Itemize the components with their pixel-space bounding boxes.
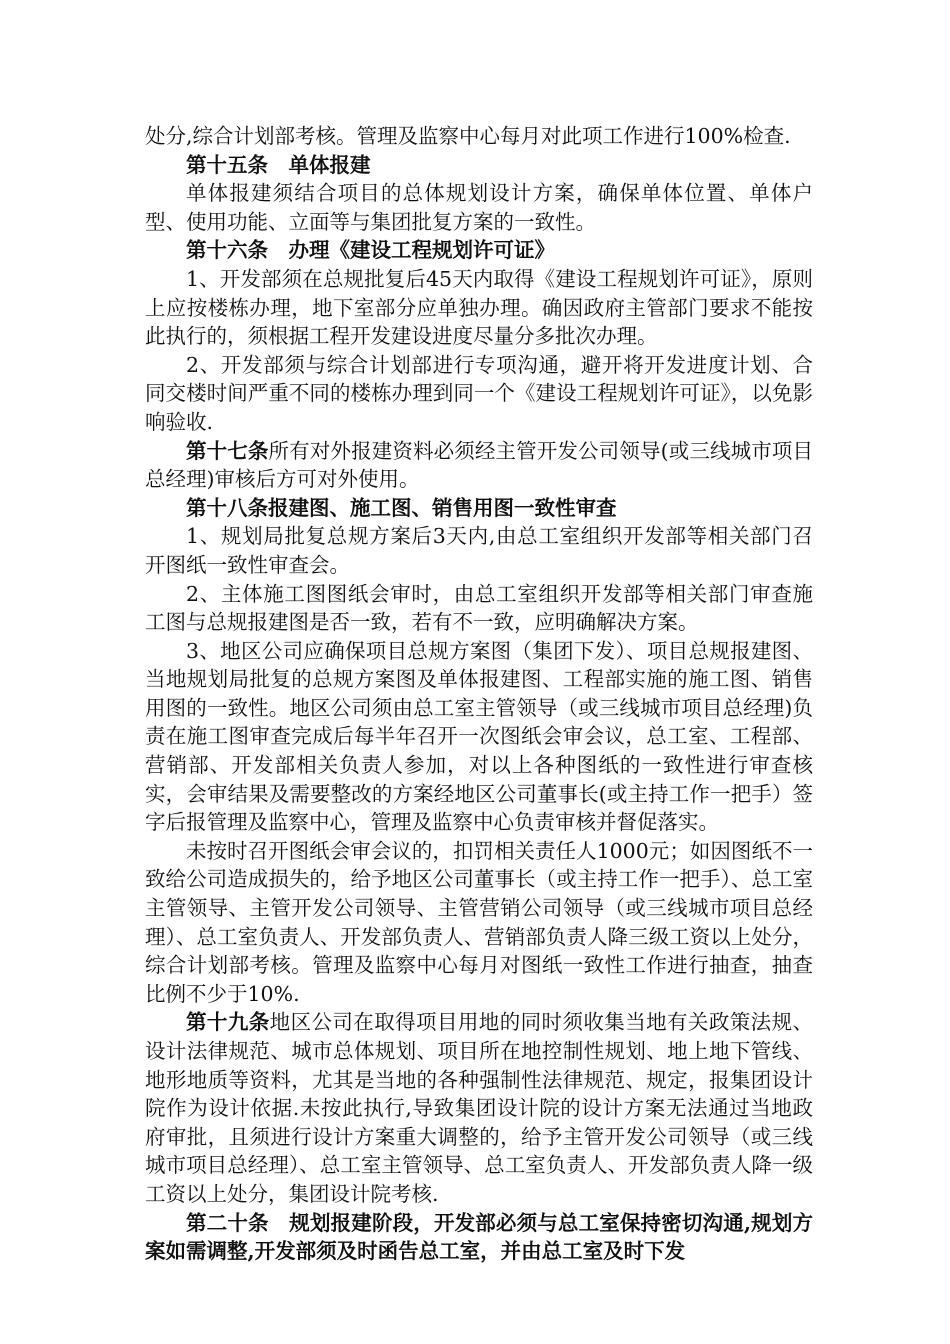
article-19-label: 第十九条 <box>186 1010 270 1035</box>
article-16-item-1: 1、开发部须在总规批复后45天内取得《建设工程规划许可证》，原则上应按楼栋办理，地下室部分应单独办理。确因政府主管部门要求不能按此执行的，须根据工程开发建设进度尽量分多批次办理。 <box>145 266 813 349</box>
article-15-heading: 第十五条 单体报建 <box>186 152 371 177</box>
article-17-text: 所有对外报建资料必须经主管开发公司领导(或三线城市项目总经理)审核后方可对外使用。 <box>145 438 814 492</box>
article-18-penalty: 未按时召开图纸会审会议的，扣罚相关责任人1000元；如因图纸不一致给公司造成损失的，给予地区公司董事长（或主持工作一把手）、总工室主管领导、主管开发公司领导、主管营销公司领导（或三线城市项目总经理）、总工室负责人、开发部负责人、营销部负责人降三级工资以上处分，综合计划部考核。管理及监察中心每月对图纸一致性工作进行抽查，抽查比例不少于10%. <box>145 838 813 1006</box>
article-18-item-1: 1、规划局批复总规方案后3天内,由总工室组织开发部等相关部门召开图纸一致性审查会。 <box>145 524 813 577</box>
article-18-heading: 第十八条报建图、施工图、销售用图一致性审查 <box>186 495 617 520</box>
document-page <box>145 122 813 1266</box>
article-17-label: 第十七条 <box>186 438 269 463</box>
article-18-item-2: 2、主体施工图图纸会审时，由总工室组织开发部等相关部门审查施工图与总规报建图是否一致，若有不一致，应明确解决方案。 <box>145 581 813 635</box>
article-19-text: 地区公司在取得项目用地的同时须收集当地有关政策法规、设计法律规范、城市总体规划、项目所在地控制性规划、地上地下管线、地形地质等资料，尤其是当地的各种强制性法律规范、规定，报集团设计院作为设计依据.未按此执行,导致集团设计院的设计方案无法通过当地政府审批，且须进行设计方案重大调整的，给予主管开发公司领导（或三线城市项目总经理）、总工室主管领导、总工室负责人、开发部负责人降一级工资以上处分，集团设计院考核. <box>145 1010 813 1206</box>
article-15-body: 单体报建须结合项目的总体规划设计方案，确保单体位置、单体户型、使用功能、立面等与集团批复方案的一致性。 <box>145 181 813 234</box>
article-18-item-3: 3、地区公司应确保项目总规方案图（集团下发）、项目总规报建图、当地规划局批复的总规方案图及单体报建图、工程部实施的施工图、销售用图的一致性。地区公司须由总工室主管领导（或三线城市项目总经理)负责在施工图审查完成后每半年召开一次图纸会审会议，总工室、工程部、营销部、开发部相关负责人参加，对以上各种图纸的一致性进行审查核实，会审结果及需要整改的方案经地区公司董事长(或主持工作一把手）签字后报管理及监察中心，管理及监察中心负责审核并督促落实。 <box>145 638 813 835</box>
paragraph-continuation: 处分,综合计划部考核。管理及监察中心每月对此项工作进行100%检查. <box>145 124 791 148</box>
article-16-item-2: 2、开发部须与综合计划部进行专项沟通，避开将开发进度计划、合同交楼时间严重不同的楼栋办理到同一个《建设工程规划许可证》，以免影响验收. <box>145 352 813 434</box>
article-20-paragraph: 第二十条 规划报建阶段，开发部必须与总工室保持密切沟通,规划方案如需调整,开发部须及时函告总工室，并由总工室及时下发 <box>145 1210 813 1264</box>
article-19-paragraph <box>145 1008 813 1208</box>
article-16-heading: 第十六条 办理《建设工程规划许可证》 <box>186 238 555 263</box>
article-17-paragraph <box>145 437 813 494</box>
